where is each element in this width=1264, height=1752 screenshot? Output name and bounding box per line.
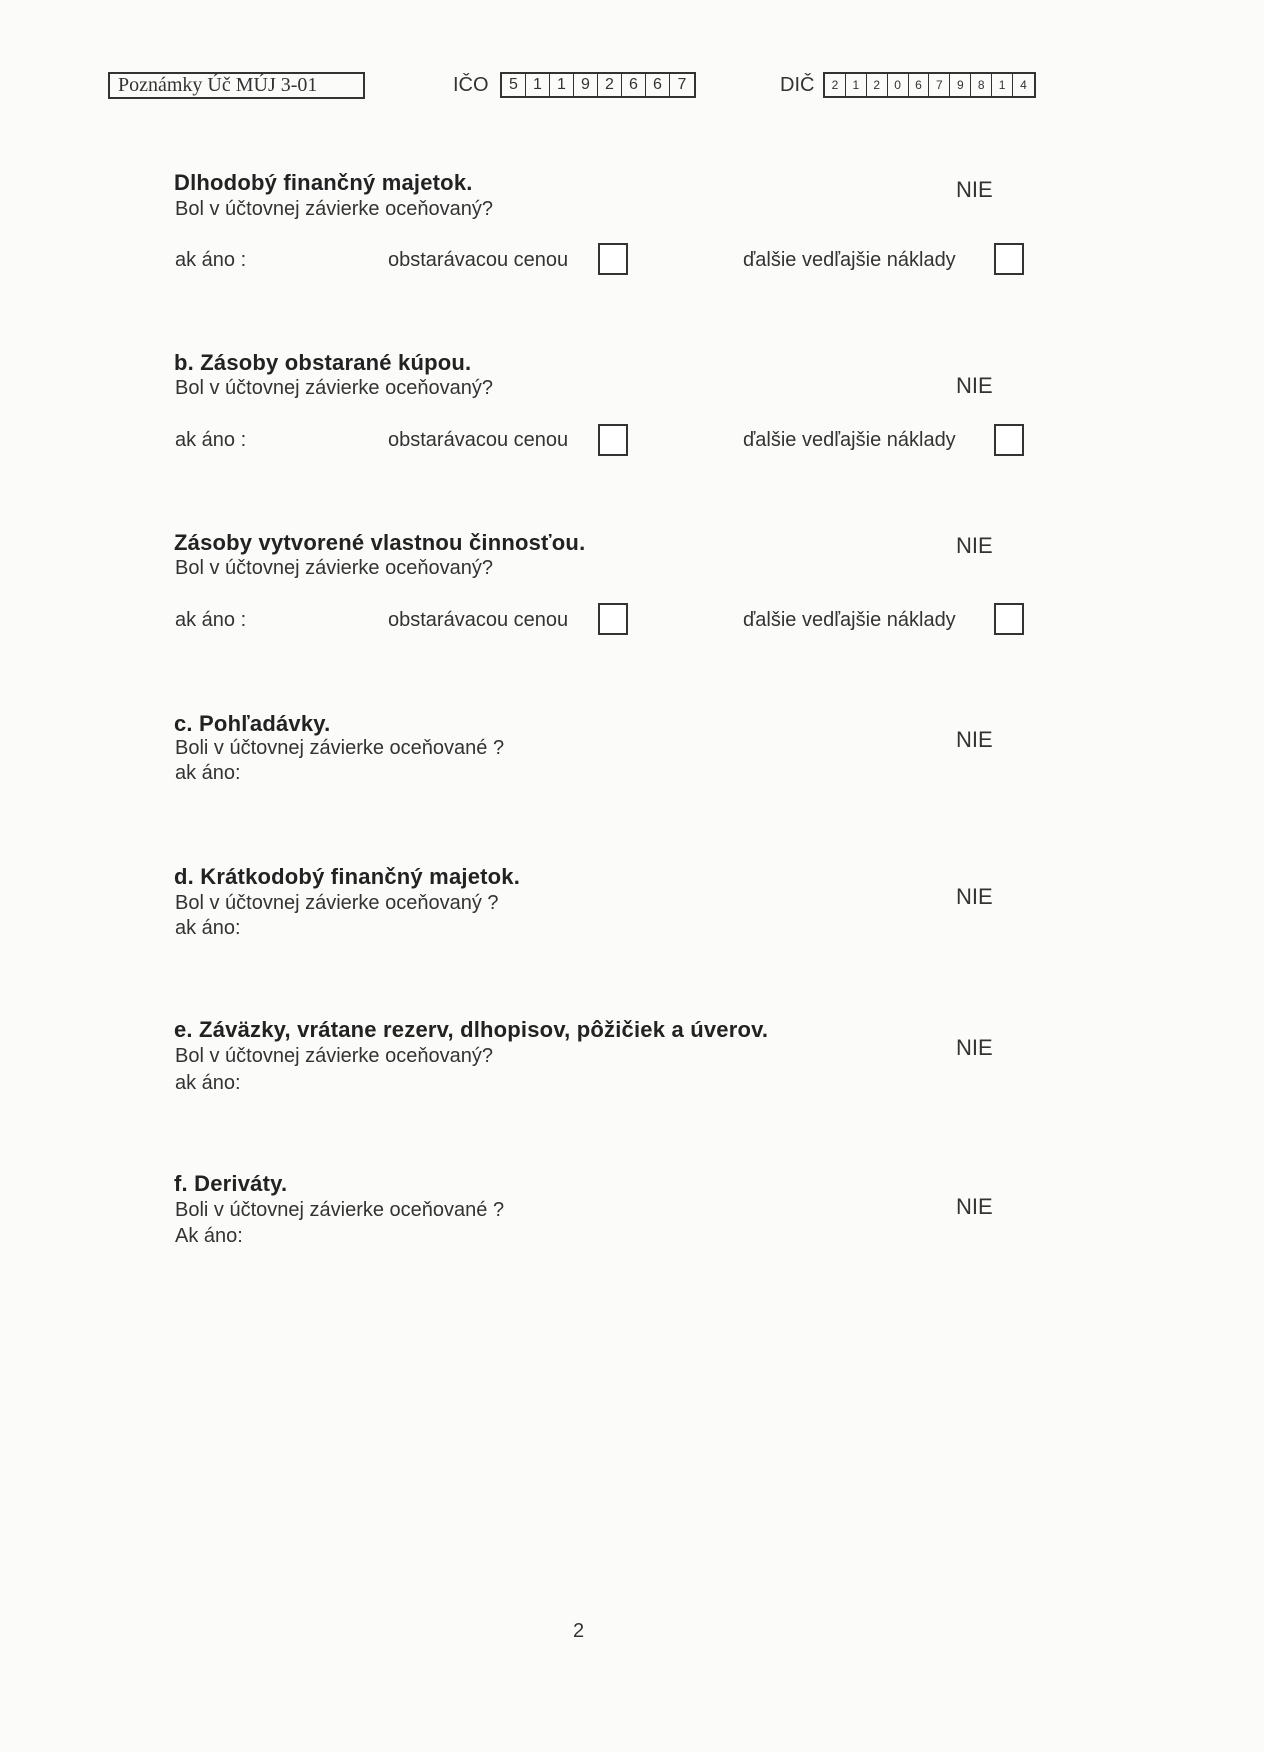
section-answer: NIE	[956, 1194, 993, 1219]
section-title: f. Deriváty.	[174, 1171, 288, 1196]
dic-digit: 4	[1020, 78, 1027, 92]
ico-digit: 2	[598, 74, 622, 96]
page-number: 2	[573, 1620, 585, 1642]
section-question: Bol v účtovnej závierke oceňovaný ?	[175, 892, 499, 914]
section-question: Boli v účtovnej závierke oceňované ?	[175, 737, 505, 759]
option-acquisition-cost-label: obstarávacou cenou	[388, 249, 569, 271]
ico-digit: 1	[550, 74, 574, 96]
ico-digit: 5	[502, 74, 526, 96]
section-question: Boli v účtovnej závierke oceňované ?	[175, 1199, 505, 1221]
if-yes-label: Ak áno:	[175, 1225, 243, 1247]
section-question: Bol v účtovnej závierke oceňovaný?	[175, 198, 493, 220]
ico-digit: 6	[622, 74, 646, 96]
dic-digit: 2	[867, 74, 888, 96]
additional-costs-checkbox[interactable]	[994, 424, 1024, 456]
ico-digit: 7	[677, 76, 687, 93]
dic-label: DIČ	[780, 74, 815, 96]
dic-digit: 2	[825, 74, 846, 96]
section-answer: NIE	[956, 884, 993, 909]
section-answer: NIE	[956, 533, 993, 558]
dic-digit: 1	[992, 74, 1013, 96]
acquisition-cost-checkbox[interactable]	[598, 243, 628, 275]
section-answer: NIE	[956, 177, 993, 202]
section-title: d. Krátkodobý finančný majetok.	[174, 864, 521, 889]
section-title: Zásoby vytvorené vlastnou činnosťou.	[174, 530, 586, 555]
section-title: e. Záväzky, vrátane rezerv, dlhopisov, pôžičiek a úverov.	[174, 1017, 769, 1042]
if-yes-label: ak áno:	[175, 1072, 241, 1094]
additional-costs-checkbox[interactable]	[994, 243, 1024, 275]
section-question: Bol v účtovnej závierke oceňovaný?	[175, 377, 493, 399]
dic-digit: 7	[929, 74, 950, 96]
if-yes-label: ak áno:	[175, 762, 241, 784]
dic-digit: 6	[909, 74, 930, 96]
form-label: Poznámky Úč MÚJ 3-01	[108, 72, 365, 99]
dic-digits	[823, 72, 1036, 98]
section-question: Bol v účtovnej závierke oceňovaný?	[175, 1045, 493, 1067]
if-yes-label: ak áno :	[175, 249, 247, 271]
dic-digit: 0	[888, 74, 909, 96]
acquisition-cost-checkbox[interactable]	[598, 424, 628, 456]
if-yes-label: ak áno:	[175, 917, 241, 939]
option-additional-costs-label: ďalšie vedľajšie náklady	[743, 609, 956, 631]
option-acquisition-cost-label: obstarávacou cenou	[388, 429, 569, 451]
if-yes-label: ak áno :	[175, 609, 247, 631]
option-acquisition-cost-label: obstarávacou cenou	[388, 609, 569, 631]
ico-digit: 1	[526, 74, 550, 96]
section-answer: NIE	[956, 1035, 993, 1060]
dic-digit: 9	[950, 74, 971, 96]
section-title: c. Pohľadávky.	[174, 711, 331, 736]
ico-label: IČO	[453, 74, 489, 96]
section-answer: NIE	[956, 727, 993, 752]
ico-digit: 9	[574, 74, 598, 96]
ico-digits	[500, 72, 696, 98]
section-title: Dlhodobý finančný majetok.	[174, 170, 473, 195]
section-title: b. Zásoby obstarané kúpou.	[174, 350, 472, 375]
section-answer: NIE	[956, 373, 993, 398]
dic-digit: 1	[846, 74, 867, 96]
if-yes-label: ak áno :	[175, 429, 247, 451]
additional-costs-checkbox[interactable]	[994, 603, 1024, 635]
section-question: Bol v účtovnej závierke oceňovaný?	[175, 557, 493, 579]
acquisition-cost-checkbox[interactable]	[598, 603, 628, 635]
option-additional-costs-label: ďalšie vedľajšie náklady	[743, 429, 956, 451]
ico-digit: 6	[646, 74, 670, 96]
dic-digit: 8	[971, 74, 992, 96]
option-additional-costs-label: ďalšie vedľajšie náklady	[743, 249, 956, 271]
